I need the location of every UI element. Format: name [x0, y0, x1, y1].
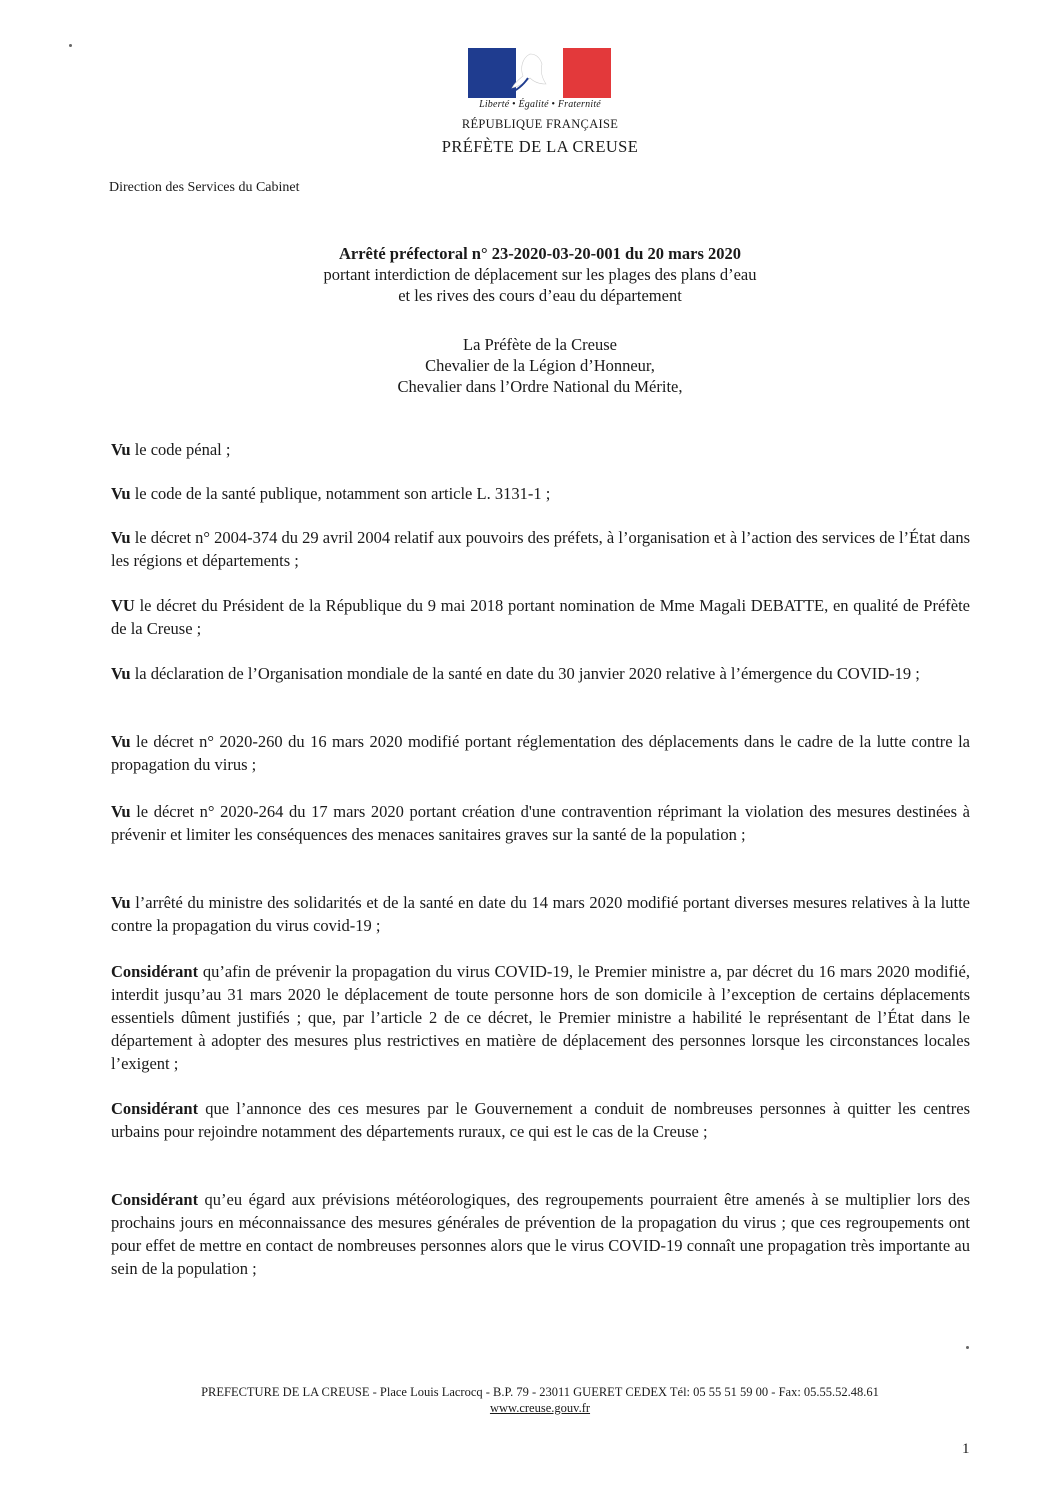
considerant-text: que l’annonce des ces mesures par le Gouvernement a conduit de nombreuses personnes à quitter les centres urbains pour rejoindre notamment des départements ruraux, ce qui est le cas de la Creuse ; [111, 1099, 970, 1141]
considerant-paragraph [111, 1097, 970, 1143]
visa-text: le décret n° 2020-260 du 16 mars 2020 modifié portant réglementation des déplacements dans le cadre de la lutte contre la propagation du virus ; [111, 732, 970, 774]
footer-address: PREFECTURE DE LA CREUSE - Place Louis Lacrocq - B.P. 79 - 23011 GUERET CEDEX Tél: 05 55 51 59 00 - Fax: 05.55.52.48.61 [201, 1385, 879, 1399]
decree-title-block [200, 243, 880, 306]
visa-paragraph [111, 594, 970, 640]
visa-paragraph [111, 891, 970, 937]
visa-paragraph [111, 662, 970, 685]
visa-lead: Vu [111, 440, 131, 459]
decree-subtitle-line-1: portant interdiction de déplacement sur les plages des plans d’eau [323, 265, 757, 284]
marianne-logo [468, 48, 611, 98]
decree-subtitle-line-2: et les rives des cours d’eau du département [398, 286, 682, 305]
visa-lead: Vu [111, 528, 131, 547]
visa-lead: Vu [111, 802, 131, 821]
visa-lead: Vu [111, 664, 131, 683]
visa-text: le code de la santé publique, notamment son article L. 3131-1 ; [130, 484, 551, 503]
authority-line-1: La Préfète de la Creuse [463, 335, 617, 354]
visa-text: le décret n° 2004-374 du 29 avril 2004 relatif aux pouvoirs des préfets, à l’organisation et à l’action des services de l’État dans les régions et départements ; [111, 528, 970, 570]
visa-text: l’arrêté du ministre des solidarités et de la santé en date du 14 mars 2020 modifié portant diverses mesures relatives à la lutte contre la propagation du virus covid-19 ; [111, 893, 970, 935]
issuing-service: Direction des Services du Cabinet [109, 180, 300, 195]
authority-line-2: Chevalier de la Légion d’Honneur, [425, 356, 655, 375]
page-footer [100, 1384, 980, 1416]
scan-speck [69, 44, 72, 47]
footer-website-link[interactable]: www.creuse.gouv.fr [489, 1401, 591, 1415]
considerant-text: qu’afin de prévenir la propagation du virus COVID-19, le Premier ministre a, par décret du 16 mars 2020 modifié, interdit jusqu’au 31 mars 2020 le déplacement de toute personne hors de son domicile à l’exception de certains déplacements essentiels dûment justifiés ; que, par l’article 2 de ce décret, le Premier ministre a habilité le représentant de l’État dans le département à adopter des mesures plus restrictives en matière de déplacement des personnes lorsque les circonstances locales l’exigent ; [111, 962, 970, 1073]
visa-lead: VU [111, 596, 135, 615]
visa-lead: Vu [111, 484, 131, 503]
visa-lead: Vu [111, 732, 131, 751]
considerant-text: qu’eu égard aux prévisions météorologiques, des regroupements pourraient être amenés à se multiplier lors des prochains jours en méconnaissance des mesures générales de prévention de la propagation du virus ; que ces regroupements ont pour effet de mettre en contact de nombreuses personnes alors que le virus COVID-19 connaît une propagation très importante au sein de la population ; [111, 1190, 970, 1278]
prefecture-title: PRÉFÈTE DE LA CREUSE [441, 137, 639, 156]
visa-text: la déclaration de l’Organisation mondiale de la santé en date du 30 janvier 2020 relative à l’émergence du COVID-19 ; [130, 664, 920, 683]
page-number: 1 [962, 1441, 970, 1457]
authority-block [250, 334, 830, 397]
republic-motto: Liberté • Égalité • Fraternité [479, 99, 601, 110]
considerant-lead: Considérant [111, 962, 199, 981]
considerant-lead: Considérant [111, 1190, 199, 1209]
visa-text: le code pénal ; [130, 440, 231, 459]
visa-text: le décret n° 2020-264 du 17 mars 2020 portant création d'une contravention réprimant la violation des mesures destinées à prévenir et limiter les conséquences des menaces sanitaires graves sur la santé de la population ; [111, 802, 970, 844]
visa-lead: Vu [111, 893, 131, 912]
decree-title: Arrêté préfectoral n° 23-2020-03-20-001 du 20 mars 2020 [338, 244, 742, 263]
republic-name: RÉPUBLIQUE FRANÇAISE [461, 117, 619, 131]
visa-paragraph [111, 526, 970, 572]
visa-paragraph [111, 482, 970, 505]
visa-paragraph [111, 438, 970, 461]
visa-paragraph [111, 800, 970, 846]
visa-paragraph [111, 730, 970, 776]
authority-line-3: Chevalier dans l’Ordre National du Mérite, [397, 377, 683, 396]
considerant-lead: Considérant [111, 1099, 199, 1118]
considerant-paragraph [111, 1188, 970, 1280]
considerant-paragraph [111, 960, 970, 1075]
scan-speck [966, 1346, 969, 1349]
visa-text: le décret du Président de la République du 9 mai 2018 portant nomination de Mme Magali DEBATTE, en qualité de Préfète de la Creuse ; [111, 596, 970, 638]
